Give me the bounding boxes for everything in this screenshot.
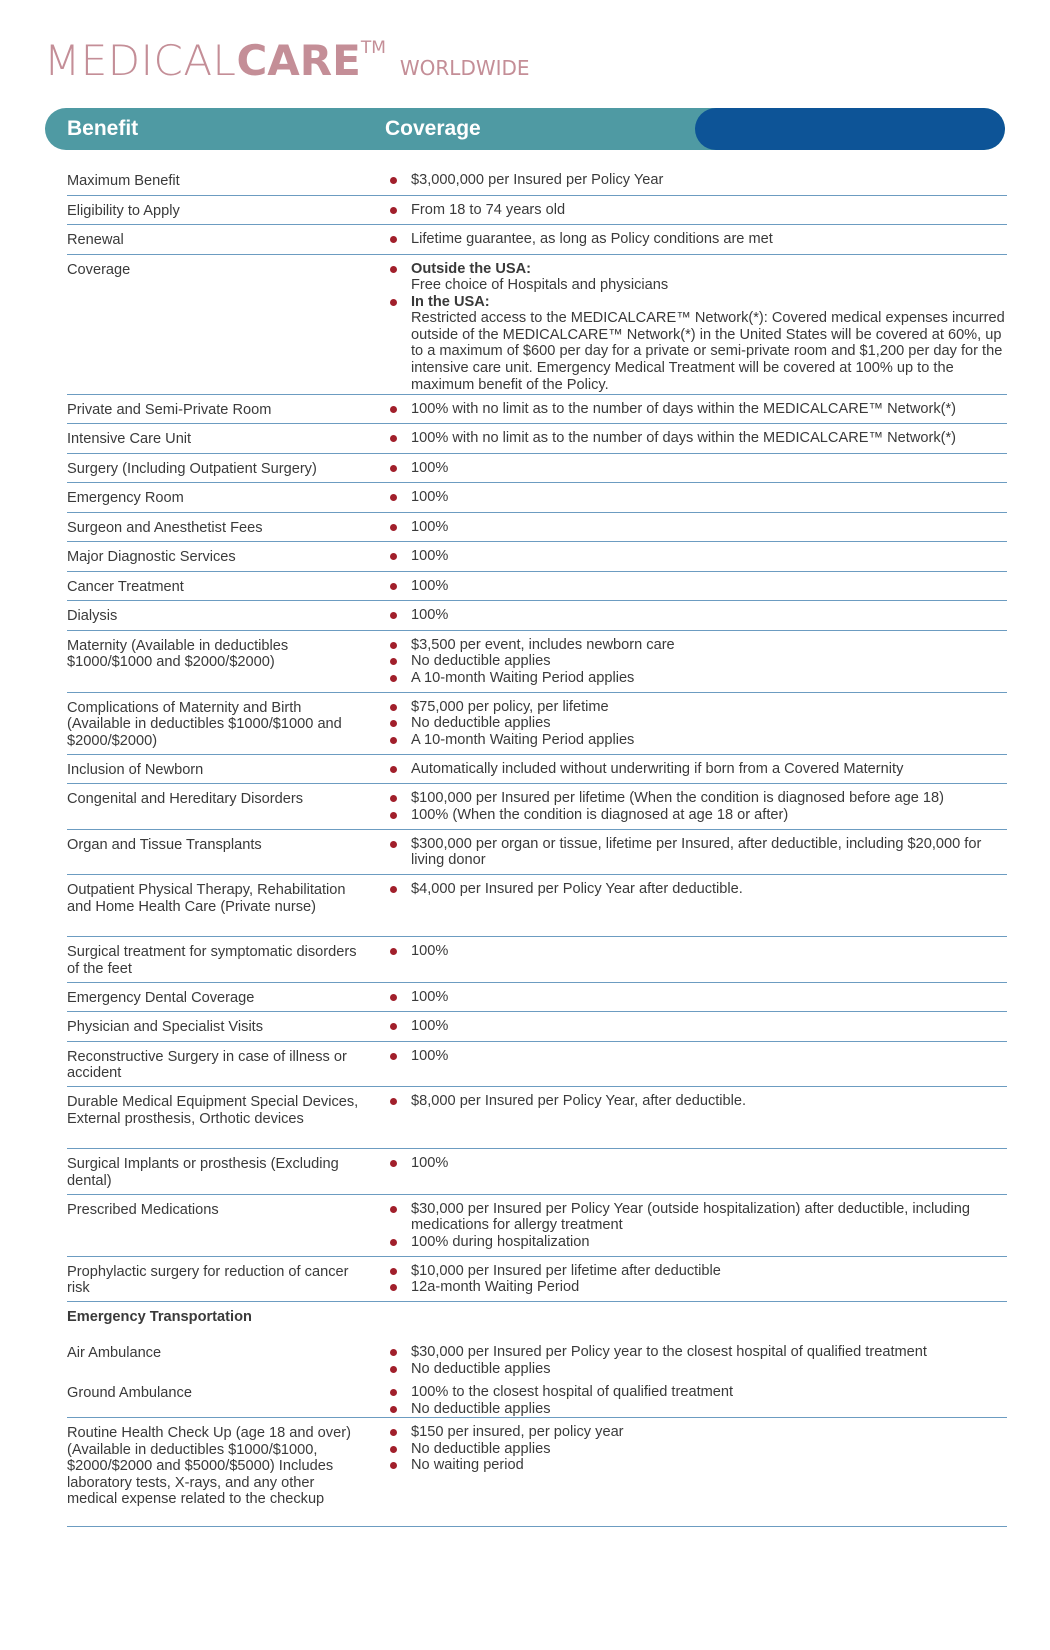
benefit-header: Benefit [67, 117, 139, 140]
bullet-icon [390, 583, 397, 590]
bullet-icon [390, 812, 397, 819]
coverage-text: Automatically included without underwriting if born from a Covered Maternity [411, 760, 904, 777]
coverage-text: $100,000 per Insured per lifetime (When the condition is diagnosed before age 18) [411, 790, 945, 806]
coverage-text: 100% [411, 548, 449, 564]
coverage-cell [411, 790, 1007, 823]
benefit-cell: Inclusion of Newborn [67, 761, 204, 778]
coverage-item [411, 1424, 1007, 1441]
coverage-text: $30,000 per Insured per Policy year to the closest hospital of qualified treatment [411, 1344, 927, 1360]
coverage-text: 12a-month Waiting Period [411, 1279, 580, 1296]
coverage-item [411, 1018, 1007, 1035]
coverage-item [411, 519, 1007, 536]
brand-logo [44, 36, 530, 86]
table-row [67, 784, 1007, 830]
table-row [67, 483, 1007, 513]
bullet-icon [390, 435, 397, 442]
table-row [67, 875, 1007, 937]
bullet-icon [390, 1239, 397, 1246]
benefit-cell: Intensive Care Unit [67, 431, 192, 447]
table-row [67, 166, 1007, 196]
coverage-item [411, 261, 1007, 294]
coverage-cell [411, 172, 1007, 189]
bullet-icon [390, 948, 397, 955]
coverage-item [411, 430, 1007, 447]
coverage-text: No deductible applies [411, 1440, 551, 1457]
coverage-item [411, 807, 1007, 824]
coverage-cell [411, 548, 1007, 565]
coverage-item [411, 401, 1007, 418]
coverage-item [411, 1401, 1007, 1418]
bullet-icon [390, 766, 397, 773]
coverage-cell [411, 430, 1007, 447]
coverage-cell [411, 489, 1007, 506]
coverage-text: $300,000 per organ or tissue, lifetime per Insured, after deductible, including $20,000 for living donor [411, 835, 982, 869]
benefit-cell: Prescribed Medications [67, 1201, 219, 1218]
coverage-item [411, 943, 1007, 960]
coverage-item [411, 1234, 1007, 1251]
coverage-cell [411, 881, 1007, 898]
in-usa-label: In the USA: [411, 293, 490, 310]
coverage-item [411, 881, 1007, 898]
bullet-icon [390, 1206, 397, 1213]
coverage-item [411, 637, 1007, 654]
bullet-icon [390, 1366, 397, 1373]
table-row [67, 1257, 1007, 1303]
bullet-icon [390, 720, 397, 727]
coverage-cell [411, 836, 1007, 869]
benefit-cell: Air Ambulance [67, 1345, 162, 1361]
coverage-text: $30,000 per Insured per Policy Year (outside hospitalization) after deductible, including medications for allergy treatment [411, 1200, 970, 1234]
table-row [67, 1087, 1007, 1149]
coverage-cell [411, 202, 1007, 219]
logo-medical: MEDICAL [44, 36, 237, 85]
coverage-text: $3,000,000 per Insured per Policy Year [411, 172, 664, 188]
benefit-cell: Maximum Benefit [67, 173, 180, 189]
coverage-text: $150 per insured, per policy year [411, 1424, 624, 1440]
coverage-cell [411, 519, 1007, 536]
coverage-item [411, 294, 1007, 394]
table-row [67, 225, 1007, 255]
coverage-cell [411, 231, 1007, 248]
coverage-text: 100% [411, 988, 449, 1005]
bullet-icon [390, 886, 397, 893]
bullet-icon [390, 1446, 397, 1453]
coverage-text: 100% (When the condition is diagnosed at age 18 or after) [411, 806, 789, 823]
benefit-cell: Surgery (Including Outpatient Surgery) [67, 460, 317, 477]
coverage-item [411, 1344, 1007, 1361]
table-row [67, 513, 1007, 543]
bullet-icon [390, 704, 397, 711]
coverage-text: No deductible applies [411, 1360, 551, 1377]
bullet-icon [390, 1389, 397, 1396]
outside-usa-text: Free choice of Hospitals and physicians [411, 277, 669, 294]
bullet-icon [390, 1053, 397, 1060]
benefit-cell: Physician and Specialist Visits [67, 1019, 264, 1035]
bullet-icon [390, 658, 397, 665]
coverage-text: 100% [411, 489, 449, 505]
coverage-item [411, 790, 1007, 807]
coverage-text: 100% during hospitalization [411, 1233, 590, 1250]
coverage-text: 100% [411, 943, 449, 959]
logo-care: CARE [236, 36, 361, 85]
coverage-item [411, 670, 1007, 687]
bullet-icon [390, 299, 397, 306]
coverage-cell [411, 607, 1007, 624]
bullet-icon [390, 841, 397, 848]
coverage-text: 100% with no limit as to the number of days within the MEDICALCARE™ Network(*) [411, 400, 957, 417]
coverage-cell [411, 1093, 1007, 1110]
benefit-cell: Dialysis [67, 608, 118, 624]
coverage-item [411, 607, 1007, 624]
coverage-cell [411, 578, 1007, 595]
table-row [67, 937, 1007, 983]
coverage-text: 100% [411, 1155, 449, 1171]
coverage-text: 100% [411, 577, 449, 594]
table-row [67, 1418, 1007, 1527]
coverage-text: $3,500 per event, includes newborn care [411, 636, 675, 653]
bullet-icon [390, 612, 397, 619]
bullet-icon [390, 553, 397, 560]
bullet-icon [390, 1098, 397, 1105]
coverage-item [411, 1384, 1007, 1401]
coverage-cell [411, 1344, 1007, 1377]
coverage-item [411, 732, 1007, 749]
coverage-header: Coverage [385, 117, 481, 140]
benefits-table [67, 166, 1007, 1527]
benefit-cell: Surgeon and Anesthetist Fees [67, 519, 263, 536]
coverage-text: No deductible applies [411, 653, 551, 670]
table-row [67, 1302, 1007, 1338]
coverage-text: $75,000 per policy, per lifetime [411, 698, 609, 715]
table-row [67, 631, 1007, 693]
coverage-item [411, 578, 1007, 595]
table-row [67, 1195, 1007, 1257]
benefit-cell: Surgical treatment for symptomatic disorders of the feet [67, 944, 357, 977]
table-row [67, 693, 1007, 755]
table-row [67, 983, 1007, 1013]
coverage-text: 100% to the closest hospital of qualified treatment [411, 1384, 734, 1400]
benefit-cell: Emergency Transportation [67, 1309, 252, 1325]
benefit-cell: Eligibility to Apply [67, 202, 180, 219]
coverage-text: $10,000 per Insured per lifetime after deductible [411, 1262, 721, 1279]
bullet-icon [390, 524, 397, 531]
benefit-cell: Reconstructive Surgery in case of illness or accident [67, 1048, 347, 1082]
logo-tm: TM [360, 38, 386, 58]
coverage-cell [411, 1155, 1007, 1172]
coverage-item [411, 202, 1007, 219]
bullet-icon [390, 675, 397, 682]
coverage-item [411, 715, 1007, 732]
coverage-cell [411, 401, 1007, 418]
coverage-cell [411, 1201, 1007, 1251]
coverage-cell [411, 989, 1007, 1006]
benefit-cell: Emergency Dental Coverage [67, 989, 255, 1006]
benefit-cell: Cancer Treatment [67, 578, 184, 595]
bullet-icon [390, 465, 397, 472]
bullet-icon [390, 1284, 397, 1291]
coverage-cell [411, 943, 1007, 960]
table-row [67, 542, 1007, 572]
coverage-text: From 18 to 74 years old [411, 201, 566, 218]
coverage-cell [411, 1263, 1007, 1296]
outside-usa-label: Outside the USA: [411, 260, 531, 277]
bullet-icon [390, 1406, 397, 1413]
bullet-icon [390, 994, 397, 1001]
coverage-item [411, 460, 1007, 477]
coverage-text: 100% [411, 518, 449, 535]
table-row [67, 395, 1007, 425]
coverage-text: A 10-month Waiting Period applies [411, 731, 635, 748]
coverage-text: A 10-month Waiting Period applies [411, 669, 635, 686]
benefit-cell: Private and Semi-Private Room [67, 401, 272, 418]
coverage-cell [411, 1048, 1007, 1065]
coverage-item [411, 699, 1007, 716]
coverage-item [411, 1093, 1007, 1110]
bullet-icon [390, 737, 397, 744]
coverage-text: $8,000 per Insured per Policy Year, after deductible. [411, 1093, 747, 1109]
bullet-icon [390, 207, 397, 214]
coverage-cell [411, 761, 1007, 778]
coverage-cell [411, 699, 1007, 749]
coverage-item [411, 548, 1007, 565]
coverage-item [411, 761, 1007, 778]
benefit-cell: Surgical Implants or prosthesis (Excluding dental) [67, 1156, 339, 1189]
coverage-item [411, 1457, 1007, 1474]
coverage-text: No deductible applies [411, 715, 551, 732]
coverage-item [411, 172, 1007, 189]
table-header [45, 108, 1005, 150]
coverage-cell [411, 1018, 1007, 1035]
bullet-icon [390, 795, 397, 802]
coverage-text: Lifetime guarantee, as long as Policy conditions are met [411, 231, 773, 247]
coverage-item [411, 1155, 1007, 1172]
coverage-cell [411, 460, 1007, 477]
table-row [67, 196, 1007, 226]
coverage-text: 100% [411, 1018, 449, 1034]
coverage-text: 100% with no limit as to the number of days within the MEDICALCARE™ Network(*) [411, 430, 957, 446]
benefit-cell: Renewal [67, 232, 124, 248]
benefit-cell: Routine Health Check Up (age 18 and over) (Available in deductibles $1000/$1000, $2000/$2000 and $5000/$5000) Includes laboratory tests, X-rays, and any other medical expense related to the checkup [67, 1425, 351, 1508]
table-row [67, 755, 1007, 785]
coverage-text: 100% [411, 459, 449, 476]
table-row [67, 1042, 1007, 1088]
table-row [67, 601, 1007, 631]
benefit-cell: Durable Medical Equipment Special Devices, External prosthesis, Orthotic devices [67, 1094, 359, 1127]
bullet-icon [390, 266, 397, 273]
coverage-text: 100% [411, 607, 449, 623]
table-row [67, 572, 1007, 602]
logo-worldwide: WORLDWIDE [399, 56, 530, 80]
coverage-item [411, 836, 1007, 869]
table-row [67, 1149, 1007, 1195]
coverage-item [411, 1441, 1007, 1458]
benefit-cell: Complications of Maternity and Birth (Available in deductibles $1000/$1000 and $2000/$2000) [67, 699, 342, 749]
bullet-icon [390, 236, 397, 243]
benefit-cell: Maternity (Available in deductibles $1000/$1000 and $2000/$2000) [67, 637, 289, 671]
table-row [67, 830, 1007, 876]
coverage-cell [411, 1424, 1007, 1474]
table-row [67, 1378, 1007, 1418]
table-row [67, 1338, 1007, 1378]
coverage-header-band [695, 108, 1005, 150]
bullet-icon [390, 1462, 397, 1469]
bullet-icon [390, 406, 397, 413]
coverage-text: No deductible applies [411, 1400, 551, 1417]
coverage-text: $4,000 per Insured per Policy Year after deductible. [411, 881, 743, 897]
table-row [67, 424, 1007, 454]
coverage-text: No waiting period [411, 1457, 524, 1474]
coverage-cell [411, 637, 1007, 687]
bullet-icon [390, 642, 397, 649]
benefit-cell: Outpatient Physical Therapy, Rehabilitation and Home Health Care (Private nurse) [67, 882, 346, 915]
bullet-icon [390, 1023, 397, 1030]
benefit-cell: Prophylactic surgery for reduction of cancer risk [67, 1263, 349, 1297]
in-usa-text: Restricted access to the MEDICALCARE™ Network(*): Covered medical expenses incurred outside of the MEDICALCARE™ Network(*) in the United States will be covered at 60%, up to a maximum of $600 per day for a private or semi-private room and $1,200 per day for the intensive care unit. Emergency Medical Treatment will be covered at 100% up to the maximum benefit of the Policy. [411, 310, 1005, 393]
coverage-cell [411, 261, 1007, 394]
benefit-cell: Congenital and Hereditary Disorders [67, 791, 304, 807]
coverage-item [411, 489, 1007, 506]
coverage-item [411, 1361, 1007, 1378]
bullet-icon [390, 1429, 397, 1436]
table-row [67, 454, 1007, 484]
coverage-item [411, 653, 1007, 670]
table-row [67, 255, 1007, 395]
coverage-cell [411, 1384, 1007, 1417]
benefit-cell: Organ and Tissue Transplants [67, 836, 262, 853]
coverage-item [411, 1048, 1007, 1065]
bullet-icon [390, 1268, 397, 1275]
benefit-cell: Ground Ambulance [67, 1385, 192, 1401]
coverage-item [411, 1279, 1007, 1296]
table-row [67, 1012, 1007, 1042]
bullet-icon [390, 177, 397, 184]
benefit-cell: Coverage [67, 261, 131, 278]
coverage-item [411, 1263, 1007, 1280]
benefit-cell: Major Diagnostic Services [67, 549, 236, 565]
bullet-icon [390, 494, 397, 501]
coverage-item [411, 989, 1007, 1006]
bullet-icon [390, 1349, 397, 1356]
coverage-text: 100% [411, 1047, 449, 1064]
coverage-item [411, 231, 1007, 248]
benefit-cell: Emergency Room [67, 490, 184, 506]
bullet-icon [390, 1160, 397, 1167]
coverage-item [411, 1201, 1007, 1234]
